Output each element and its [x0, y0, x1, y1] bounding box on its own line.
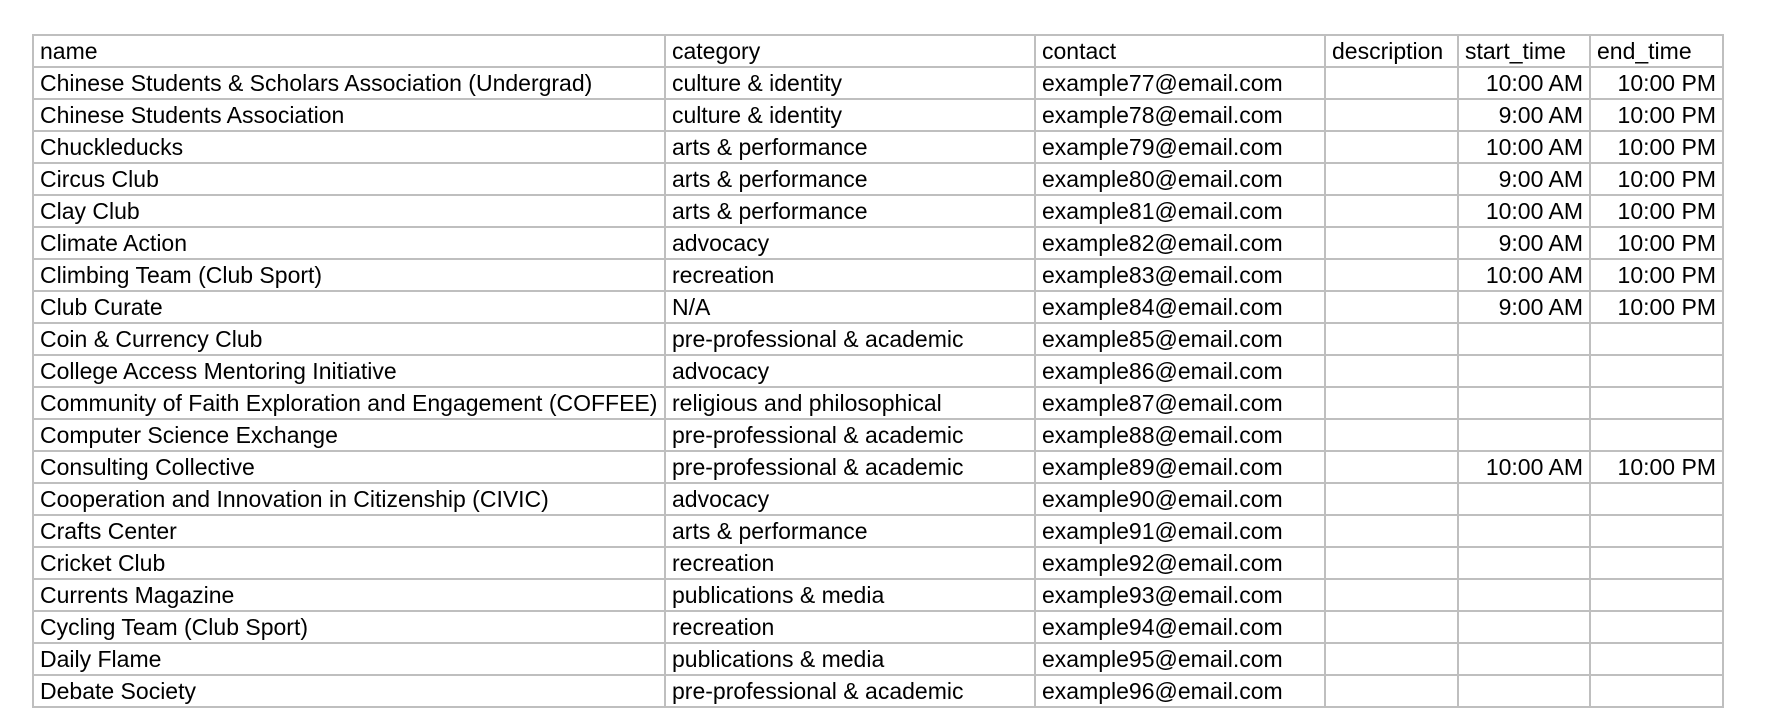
cell-name[interactable]: Consulting Collective: [33, 451, 665, 483]
cell-category[interactable]: arts & performance: [665, 131, 1035, 163]
cell-description[interactable]: [1325, 515, 1458, 547]
cell-name[interactable]: Club Curate: [33, 291, 665, 323]
cell-name[interactable]: Computer Science Exchange: [33, 419, 665, 451]
cell-contact[interactable]: example84@email.com: [1035, 291, 1325, 323]
cell-category[interactable]: arts & performance: [665, 515, 1035, 547]
cell-contact[interactable]: example78@email.com: [1035, 99, 1325, 131]
cell-name[interactable]: Climbing Team (Club Sport): [33, 259, 665, 291]
cell-contact[interactable]: example93@email.com: [1035, 579, 1325, 611]
table-row: [33, 131, 1723, 163]
cell-start-time[interactable]: 9:00 AM: [1458, 227, 1590, 259]
cell-end-time[interactable]: 10:00 PM: [1590, 451, 1723, 483]
cell-description[interactable]: [1325, 323, 1458, 355]
cell-contact[interactable]: example83@email.com: [1035, 259, 1325, 291]
cell-contact[interactable]: example89@email.com: [1035, 451, 1325, 483]
table-row: [33, 643, 1723, 675]
cell-category[interactable]: recreation: [665, 259, 1035, 291]
table-row: [33, 291, 1723, 323]
table-body: [33, 67, 1723, 707]
table-row: [33, 99, 1723, 131]
cell-description[interactable]: [1325, 611, 1458, 643]
cell-name[interactable]: Chinese Students & Scholars Association (Undergrad): [33, 67, 665, 99]
cell-end-time[interactable]: 10:00 PM: [1590, 131, 1723, 163]
cell-category[interactable]: religious and philosophical: [665, 387, 1035, 419]
cell-category[interactable]: recreation: [665, 547, 1035, 579]
cell-category[interactable]: pre-professional & academic: [665, 419, 1035, 451]
cell-start-time[interactable]: 10:00 AM: [1458, 195, 1590, 227]
cell-start-time[interactable]: [1458, 355, 1590, 387]
cell-category[interactable]: N/A: [665, 291, 1035, 323]
header-row: [33, 35, 1723, 67]
cell-start-time[interactable]: [1458, 675, 1590, 707]
cell-category[interactable]: culture & identity: [665, 99, 1035, 131]
table-row: [33, 675, 1723, 707]
cell-description[interactable]: [1325, 387, 1458, 419]
cell-name[interactable]: Chuckleducks: [33, 131, 665, 163]
table-row: [33, 611, 1723, 643]
table-row: [33, 355, 1723, 387]
cell-contact[interactable]: example90@email.com: [1035, 483, 1325, 515]
cell-start-time[interactable]: [1458, 547, 1590, 579]
cell-start-time[interactable]: 10:00 AM: [1458, 451, 1590, 483]
header-cell-end-time[interactable]: end_time: [1590, 35, 1723, 67]
cell-name[interactable]: Coin & Currency Club: [33, 323, 665, 355]
cell-end-time[interactable]: [1590, 611, 1723, 643]
cell-contact[interactable]: example82@email.com: [1035, 227, 1325, 259]
table-row: [33, 163, 1723, 195]
table-row: [33, 227, 1723, 259]
cell-start-time[interactable]: 10:00 AM: [1458, 131, 1590, 163]
cell-start-time[interactable]: 10:00 AM: [1458, 67, 1590, 99]
cell-contact[interactable]: example81@email.com: [1035, 195, 1325, 227]
cell-name[interactable]: Daily Flame: [33, 643, 665, 675]
cell-start-time[interactable]: [1458, 611, 1590, 643]
cell-description[interactable]: [1325, 291, 1458, 323]
cell-category[interactable]: pre-professional & academic: [665, 451, 1035, 483]
cell-end-time[interactable]: 10:00 PM: [1590, 195, 1723, 227]
cell-category[interactable]: advocacy: [665, 355, 1035, 387]
cell-contact[interactable]: example77@email.com: [1035, 67, 1325, 99]
cell-name[interactable]: Community of Faith Exploration and Engagement (COFFEE): [33, 387, 665, 419]
cell-description[interactable]: [1325, 419, 1458, 451]
cell-description[interactable]: [1325, 355, 1458, 387]
cell-description[interactable]: [1325, 259, 1458, 291]
cell-name[interactable]: Crafts Center: [33, 515, 665, 547]
cell-start-time[interactable]: [1458, 419, 1590, 451]
cell-category[interactable]: arts & performance: [665, 163, 1035, 195]
cell-description[interactable]: [1325, 547, 1458, 579]
cell-name[interactable]: Cricket Club: [33, 547, 665, 579]
cell-description[interactable]: [1325, 163, 1458, 195]
cell-description[interactable]: [1325, 579, 1458, 611]
cell-start-time[interactable]: 9:00 AM: [1458, 291, 1590, 323]
cell-end-time[interactable]: [1590, 419, 1723, 451]
header-cell-start-time[interactable]: start_time: [1458, 35, 1590, 67]
table-row: [33, 483, 1723, 515]
cell-contact[interactable]: example88@email.com: [1035, 419, 1325, 451]
cell-start-time[interactable]: [1458, 387, 1590, 419]
cell-start-time[interactable]: [1458, 323, 1590, 355]
cell-description[interactable]: [1325, 643, 1458, 675]
cell-contact[interactable]: example85@email.com: [1035, 323, 1325, 355]
cell-category[interactable]: recreation: [665, 611, 1035, 643]
table-row: [33, 323, 1723, 355]
cell-start-time[interactable]: 9:00 AM: [1458, 99, 1590, 131]
cell-description[interactable]: [1325, 131, 1458, 163]
cell-description[interactable]: [1325, 227, 1458, 259]
cell-end-time[interactable]: 10:00 PM: [1590, 163, 1723, 195]
cell-contact[interactable]: example95@email.com: [1035, 643, 1325, 675]
cell-name[interactable]: College Access Mentoring Initiative: [33, 355, 665, 387]
cell-description[interactable]: [1325, 99, 1458, 131]
cell-category[interactable]: advocacy: [665, 483, 1035, 515]
table-row: [33, 195, 1723, 227]
cell-description[interactable]: [1325, 675, 1458, 707]
cell-end-time[interactable]: [1590, 675, 1723, 707]
cell-start-time[interactable]: [1458, 579, 1590, 611]
cell-name[interactable]: Debate Society: [33, 675, 665, 707]
cell-start-time[interactable]: 10:00 AM: [1458, 259, 1590, 291]
cell-end-time[interactable]: [1590, 547, 1723, 579]
cell-contact[interactable]: example86@email.com: [1035, 355, 1325, 387]
cell-end-time[interactable]: [1590, 483, 1723, 515]
cell-category[interactable]: culture & identity: [665, 67, 1035, 99]
table-row: [33, 579, 1723, 611]
cell-end-time[interactable]: [1590, 579, 1723, 611]
cell-contact[interactable]: example87@email.com: [1035, 387, 1325, 419]
cell-name[interactable]: Clay Club: [33, 195, 665, 227]
cell-start-time[interactable]: [1458, 515, 1590, 547]
table-row: [33, 419, 1723, 451]
header-cell-description[interactable]: description: [1325, 35, 1458, 67]
cell-name[interactable]: Currents Magazine: [33, 579, 665, 611]
cell-category[interactable]: publications & media: [665, 643, 1035, 675]
cell-end-time[interactable]: [1590, 515, 1723, 547]
cell-start-time[interactable]: [1458, 483, 1590, 515]
cell-name[interactable]: Circus Club: [33, 163, 665, 195]
cell-contact[interactable]: example91@email.com: [1035, 515, 1325, 547]
cell-end-time[interactable]: [1590, 323, 1723, 355]
cell-contact[interactable]: example79@email.com: [1035, 131, 1325, 163]
cell-name[interactable]: Chinese Students Association: [33, 99, 665, 131]
cell-category[interactable]: advocacy: [665, 227, 1035, 259]
cell-start-time[interactable]: 9:00 AM: [1458, 163, 1590, 195]
cell-end-time[interactable]: [1590, 387, 1723, 419]
table-row: [33, 451, 1723, 483]
table-row: [33, 67, 1723, 99]
cell-description[interactable]: [1325, 67, 1458, 99]
cell-description[interactable]: [1325, 451, 1458, 483]
table-row: [33, 515, 1723, 547]
cell-category[interactable]: publications & media: [665, 579, 1035, 611]
spreadsheet: [32, 34, 1727, 728]
cell-start-time[interactable]: [1458, 643, 1590, 675]
cell-name[interactable]: Cooperation and Innovation in Citizenship (CIVIC): [33, 483, 665, 515]
cell-end-time[interactable]: 10:00 PM: [1590, 259, 1723, 291]
cell-end-time[interactable]: [1590, 355, 1723, 387]
cell-end-time[interactable]: [1590, 643, 1723, 675]
cell-category[interactable]: arts & performance: [665, 195, 1035, 227]
cell-category[interactable]: pre-professional & academic: [665, 675, 1035, 707]
table-row: [33, 259, 1723, 291]
cell-end-time[interactable]: 10:00 PM: [1590, 67, 1723, 99]
table-row: [33, 547, 1723, 579]
cell-name[interactable]: Cycling Team (Club Sport): [33, 611, 665, 643]
cell-end-time[interactable]: 10:00 PM: [1590, 99, 1723, 131]
cell-end-time[interactable]: 10:00 PM: [1590, 227, 1723, 259]
cell-description[interactable]: [1325, 195, 1458, 227]
cell-contact[interactable]: example96@email.com: [1035, 675, 1325, 707]
cell-contact[interactable]: example94@email.com: [1035, 611, 1325, 643]
header-cell-contact[interactable]: contact: [1035, 35, 1325, 67]
cell-name[interactable]: Climate Action: [33, 227, 665, 259]
table-row: [33, 387, 1723, 419]
cell-contact[interactable]: example92@email.com: [1035, 547, 1325, 579]
cell-description[interactable]: [1325, 483, 1458, 515]
header-cell-name[interactable]: name: [33, 35, 665, 67]
cell-end-time[interactable]: 10:00 PM: [1590, 291, 1723, 323]
cell-category[interactable]: pre-professional & academic: [665, 323, 1035, 355]
header-cell-category[interactable]: category: [665, 35, 1035, 67]
cell-contact[interactable]: example80@email.com: [1035, 163, 1325, 195]
data-table: [32, 34, 1724, 708]
